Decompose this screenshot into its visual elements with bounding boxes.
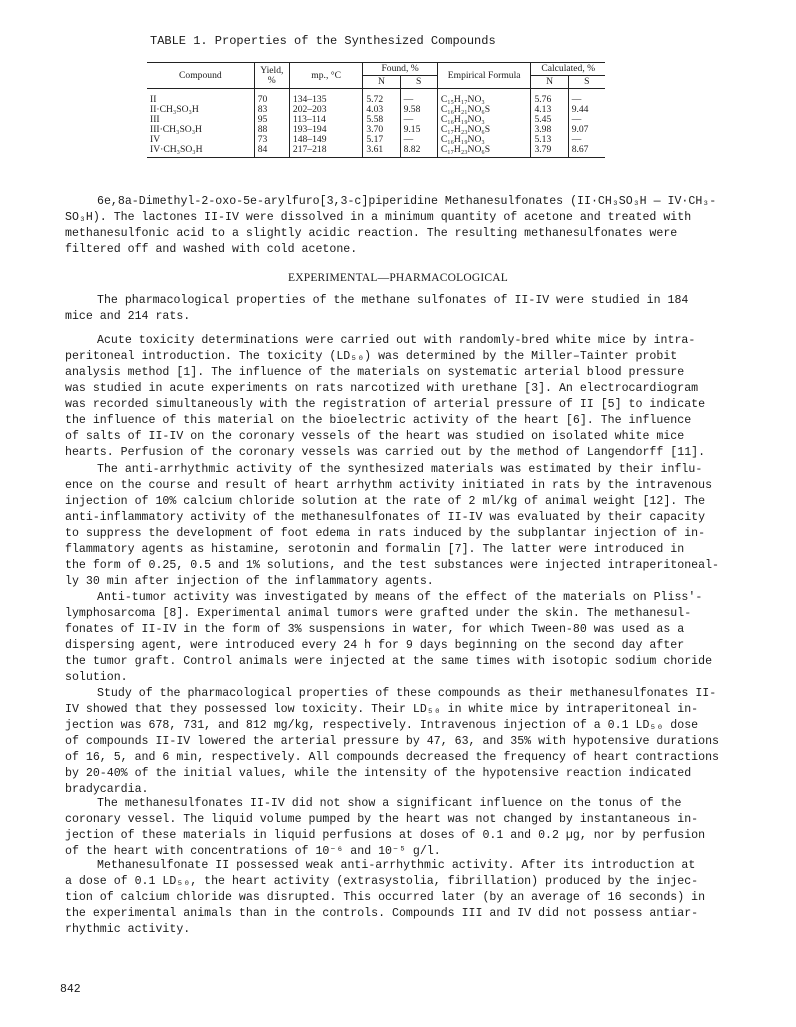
cell-found-n: 5.72 — [363, 89, 400, 106]
table-caption: TABLE 1. Properties of the Synthesized Compounds — [150, 34, 496, 48]
text-line: solution. — [65, 671, 128, 684]
text-line: a dose of 0.1 LD₅₀, the heart activity (extrasystolia, fibrillation) produced by the injec- — [65, 875, 699, 888]
text-line: hearts. Perfusion of the coronary vessels was carried out by the method of Langendorff [11]. — [65, 446, 706, 459]
cell-mp: 217–218 — [289, 145, 362, 158]
cell-mp: 148–149 — [289, 135, 362, 145]
cell-yield: 84 — [254, 145, 289, 158]
text-line: by 20-40% of the initial values, while the intensity of the hypotensive reaction indicated — [65, 767, 692, 780]
text-line: to suppress the development of foot edema in rats induced by the subplantar injection of in- — [65, 527, 706, 540]
text-line: of 16, 5, and 6 min, respectively. All compounds decreased the frequency of heart contractions — [65, 751, 719, 764]
paragraph — [65, 858, 747, 938]
cell-formula: C₁₇H₂₃NO₆S — [437, 145, 531, 158]
text-line: jection of these materials in liquid perfusions at doses of 0.1 and 0.2 µg, nor by perfusion — [65, 829, 706, 842]
text-line: Study of the pharmacological properties of these compounds as their methanesulfonates II- — [97, 687, 717, 700]
cell-calc-n: 4.13 — [531, 105, 568, 115]
text-line: analysis method [1]. The influence of the materials on systematic arterial blood pressure — [65, 366, 685, 379]
paragraph — [65, 590, 747, 686]
header-calc-s: S — [568, 76, 605, 89]
cell-yield: 73 — [254, 135, 289, 145]
text-line: lymphosarcoma [8]. Experimental animal tumors were grafted under the skin. The methanesul- — [65, 607, 692, 620]
text-line: was studied in acute experiments on rats narcotized with urethane [3]. An electrocardiogram — [65, 382, 699, 395]
cell-calc-s: — — [568, 135, 605, 145]
cell-found-n: 5.58 — [363, 115, 400, 125]
text-line: ence on the course and result of heart arrhythm activity initiated in rats by the intravenous — [65, 479, 713, 492]
text-line: tion of calcium chloride was disrupted. This occurred later (by an average of 16 seconds) in — [65, 891, 706, 904]
text-line: methanesulfonic acid to a slightly acidic reaction. The resulting methanesulfonates were — [65, 227, 678, 240]
text-line: jection was 678, 731, and 812 mg/kg, respectively. Intravenous injection of a 0.1 LD₅₀ dose — [65, 719, 699, 732]
header-found: Found, % — [363, 63, 437, 76]
text-line: Methanesulfonate II possessed weak anti-arrhythmic activity. After its introduction at — [97, 859, 696, 872]
header-yield: Yield, % — [254, 63, 289, 89]
cell-calc-s: — — [568, 115, 605, 125]
text-line: ly 30 min after injection of the inflammatory agents. — [65, 575, 434, 588]
cell-calc-n: 5.13 — [531, 135, 568, 145]
text-line: rhythmic activity. — [65, 923, 191, 936]
text-line: mice and 214 rats. — [65, 310, 191, 323]
cell-mp: 202–203 — [289, 105, 362, 115]
cell-calc-n: 5.45 — [531, 115, 568, 125]
cell-found-s: — — [400, 115, 437, 125]
header-empirical: Empirical Formula — [437, 63, 531, 89]
cell-calc-n: 3.79 — [531, 145, 568, 158]
text-line: of compounds II-IV lowered the arterial pressure by 47, 63, and 35% with hypotensive durations — [65, 735, 719, 748]
cell-mp: 113–114 — [289, 115, 362, 125]
intro-paragraph — [65, 194, 747, 258]
page-number: 842 — [60, 983, 81, 996]
text-line: the form of 0.25, 0.5 and 1% solutions, and the test substances were injected intraperitoneal- — [65, 559, 719, 572]
text-line: injection of 10% calcium chloride solution at the rate of 2 ml/kg of animal weight [12]. The — [65, 495, 706, 508]
cell-found-n: 3.61 — [363, 145, 400, 158]
cell-calc-s: 8.67 — [568, 145, 605, 158]
cell-found-s: — — [400, 135, 437, 145]
cell-formula: C₁₆H₂₁NO₆S — [437, 105, 531, 115]
cell-calc-n: 3.98 — [531, 125, 568, 135]
table-row — [147, 89, 605, 106]
cell-compound: IV·CH₃SO₃H — [150, 144, 203, 155]
cell-formula: C₁₆H₁₉NO₃ — [437, 135, 531, 145]
text-line: The anti-arrhythmic activity of the synthesized materials was estimated by their influ- — [97, 463, 703, 476]
text-line: filtered off and washed with cold acetone. — [65, 243, 358, 256]
text-line: of the heart with concentrations of 10⁻⁶ and 10⁻⁵ g/l. — [65, 845, 441, 858]
cell-calc-s: — — [568, 89, 605, 106]
text-line: IV showed that they possessed low toxicity. Their LD₅₀ in white mice by intraperitoneal in- — [65, 703, 699, 716]
text-line: flammatory agents as histamine, serotonin and formalin [7]. The latter were introduced in — [65, 543, 685, 556]
text-line: fonates of II-IV in the form of 3% suspensions in water, for which Tween-80 was used as a — [65, 623, 685, 636]
text-line: The pharmacological properties of the methane sulfonates of II-IV were studied in 184 — [97, 294, 689, 307]
cell-found-s: 9.58 — [400, 105, 437, 115]
text-line: SO₃H). The lactones II-IV were dissolved in a minimum quantity of acetone and treated with — [65, 211, 692, 224]
paragraph — [65, 462, 747, 590]
header-mp: mp., °C — [289, 63, 362, 89]
header-found-n: N — [363, 76, 400, 89]
text-line: coronary vessel. The liquid volume pumped by the heart was not changed by instantaneous in- — [65, 813, 699, 826]
text-line: of salts of II-IV on the coronary vessels of the heart was studied on isolated white mice — [65, 430, 685, 443]
cell-compound: III — [150, 114, 160, 125]
cell-found-s: — — [400, 89, 437, 106]
paragraph — [65, 293, 747, 325]
cell-compound: II — [150, 94, 157, 105]
cell-compound: III·CH₃SO₃H — [150, 124, 202, 135]
cell-found-n: 5.17 — [363, 135, 400, 145]
text-line: peritoneal introduction. The toxicity (LD₅₀) was determined by the Miller–Tainter probit — [65, 350, 678, 363]
cell-yield: 70 — [254, 89, 289, 106]
cell-yield: 88 — [254, 125, 289, 135]
header-calc-n: N — [531, 76, 568, 89]
cell-yield: 83 — [254, 105, 289, 115]
cell-formula: C₁₆H₁₉NO₃ — [437, 115, 531, 125]
text-line: Anti-tumor activity was investigated by means of the effect of the materials on Pliss'- — [97, 591, 703, 604]
header-compound: Compound — [147, 63, 254, 89]
cell-found-n: 3.70 — [363, 125, 400, 135]
cell-calc-s: 9.44 — [568, 105, 605, 115]
cell-compound: II·CH₃SO₃H — [150, 104, 199, 115]
cell-formula: C₁₅H₁₇NO₃ — [437, 89, 531, 106]
text-line: Acute toxicity determinations were carried out with randomly-bred white mice by intra- — [97, 334, 696, 347]
paragraph — [65, 796, 747, 860]
paragraph — [65, 686, 747, 798]
properties-table — [147, 62, 605, 158]
header-found-s: S — [400, 76, 437, 89]
text-line: The methanesulfonates II-IV did not show a significant influence on the tonus of the — [97, 797, 682, 810]
cell-found-s: 8.82 — [400, 145, 437, 158]
header-calculated: Calculated, % — [531, 63, 605, 76]
cell-calc-n: 5.76 — [531, 89, 568, 106]
cell-mp: 134–135 — [289, 89, 362, 106]
text-line: 6e,8a-Dimethyl-2-oxo-5e-arylfuro[3,3-c]piperidine Methanesulfonates (II·CH₃SO₃H — IV·CH₃- — [97, 195, 717, 208]
text-line: bradycardia. — [65, 783, 149, 796]
text-line: the influence of this material on the bioelectric activity of the heart [6]. The influence — [65, 414, 692, 427]
text-line: anti-inflammatory activity of the methanesulfonates of II-IV was evaluated by their capacity — [65, 511, 706, 524]
text-line: was recorded simultaneously with the registration of arterial pressure of II [5] to indicate — [65, 398, 706, 411]
paragraph — [65, 333, 747, 461]
section-heading: EXPERIMENTAL—PHARMACOLOGICAL — [288, 272, 508, 284]
table-row — [147, 145, 605, 158]
cell-mp: 193–194 — [289, 125, 362, 135]
text-line: dispersing agent, were introduced every 24 h for 9 days beginning on the second day after — [65, 639, 685, 652]
cell-formula: C₁₇H₂₃NO₆S — [437, 125, 531, 135]
text-line: the experimental animals than in the controls. Compounds III and IV did not possess antiar- — [65, 907, 699, 920]
cell-compound: IV — [150, 134, 161, 145]
text-line: the tumor graft. Control animals were injected at the same times with isotopic sodium choride — [65, 655, 713, 668]
cell-found-n: 4.03 — [363, 105, 400, 115]
cell-found-s: 9.15 — [400, 125, 437, 135]
cell-yield: 95 — [254, 115, 289, 125]
cell-calc-s: 9.07 — [568, 125, 605, 135]
